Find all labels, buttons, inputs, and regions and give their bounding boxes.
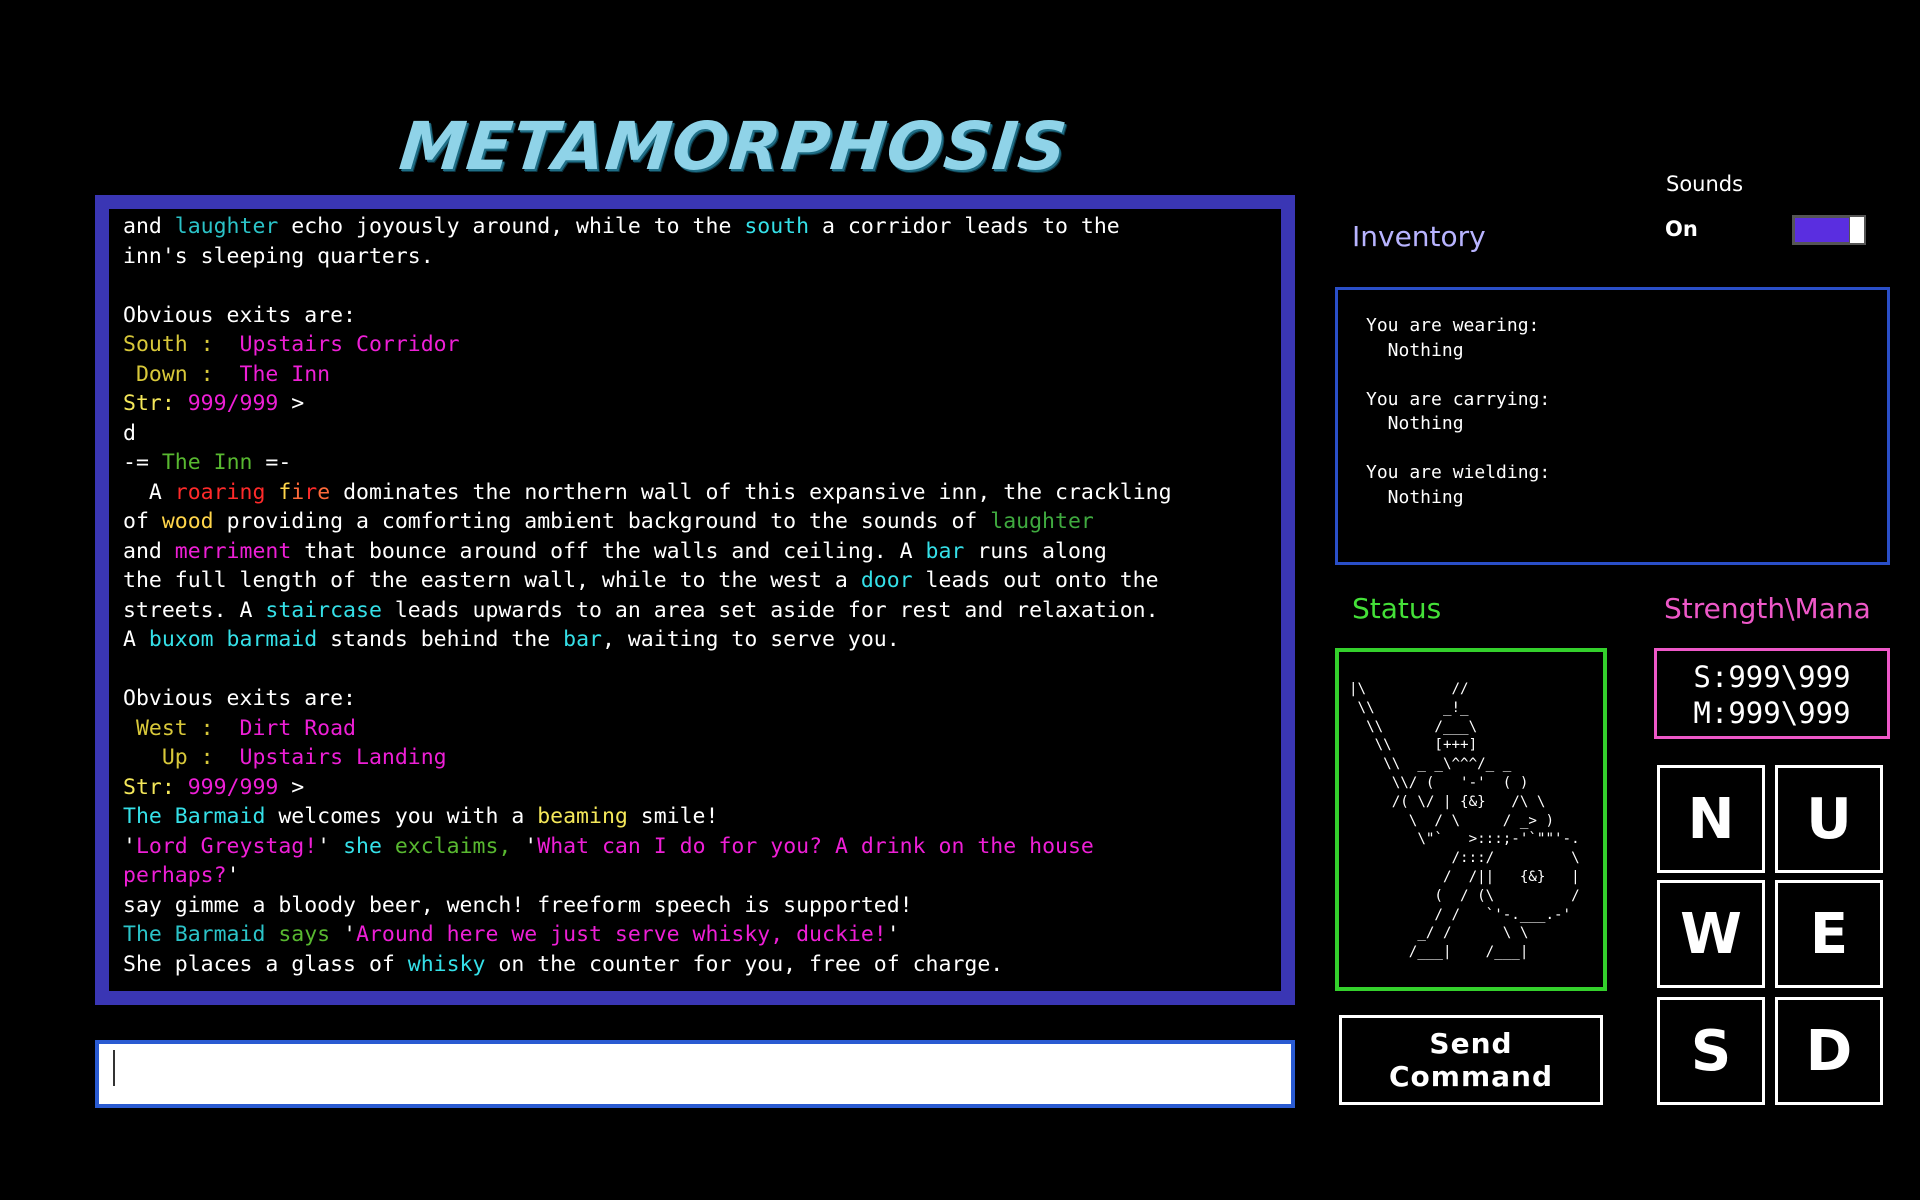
output-segment: d [123, 420, 136, 446]
output-segment: on the counter for you, free of charge. [485, 951, 1004, 977]
output-segment: A [123, 479, 175, 505]
strength-mana-title: Strength\Mana [1664, 592, 1871, 625]
output-segment: wood [161, 509, 214, 534]
status-title: Status [1352, 592, 1442, 625]
output-segment: buxom barmaid [148, 627, 318, 652]
output-line [123, 952, 1003, 977]
output-line [123, 450, 291, 475]
output-segment: says [265, 922, 331, 947]
sounds-label: Sounds [1666, 172, 1744, 196]
output-segment: She places a glass of [123, 951, 408, 977]
output-segment: staircase [265, 597, 382, 623]
output-segment: and [123, 214, 175, 239]
command-input[interactable] [95, 1040, 1295, 1108]
output-segment: , waiting to serve you. [601, 627, 900, 652]
output-segment: 999/999 [187, 391, 279, 416]
output-segment [265, 480, 278, 505]
output-segment: i [291, 479, 305, 505]
output-segment: f [278, 479, 292, 505]
output-segment: Around here we just serve whisky, duckie! [356, 922, 887, 947]
send-command-button[interactable]: Send Command [1339, 1015, 1603, 1105]
up-button[interactable]: U [1775, 765, 1883, 873]
north-button[interactable]: N [1657, 765, 1765, 873]
mana-value: M:999\999 [1693, 696, 1851, 730]
output-line [123, 244, 434, 269]
text-caret [113, 1050, 115, 1086]
output-segment: ' [226, 863, 240, 888]
output-segment: merriment [174, 538, 292, 564]
output-segment: Up : [123, 745, 240, 770]
output-segment: Str: [123, 774, 188, 800]
output-segment: and [123, 538, 175, 564]
app-title: METAMORPHOSIS [396, 108, 1071, 185]
output-segment: Obvious exits are: [123, 302, 356, 328]
output-segment: The Barmaid [123, 922, 266, 947]
output-segment: Upstairs Landing [239, 745, 447, 770]
strength-mana-panel [1654, 648, 1890, 739]
output-segment: whisky [407, 951, 486, 977]
output-segment: echo joyously around, while to the [278, 214, 745, 239]
output-segment: bar [925, 538, 965, 564]
output-segment: perhaps? [123, 863, 227, 888]
output-line [123, 804, 718, 829]
output-segment: Lord Greystag! [135, 833, 318, 859]
output-segment: exclaims, [381, 833, 512, 859]
output-segment: bar [563, 627, 602, 652]
output-segment: leads upwards to an area set aside for rest and relaxation. [381, 597, 1159, 623]
output-segment: The Inn [161, 450, 253, 475]
output-segment: Dirt Road [239, 715, 356, 741]
output-segment: West : [123, 715, 240, 741]
game-output-viewport[interactable] [109, 209, 1281, 991]
output-segment: providing a comforting ambient background to the sounds of [213, 509, 991, 534]
status-panel [1335, 648, 1607, 991]
output-segment: The Inn [239, 361, 331, 387]
output-segment: beaming [537, 804, 628, 829]
output-line [123, 509, 1094, 534]
output-segment: Str: [123, 391, 188, 416]
output-line [123, 863, 240, 888]
output-line [123, 480, 1172, 505]
output-line [123, 303, 356, 328]
output-line [123, 745, 447, 770]
south-button[interactable]: S [1657, 997, 1765, 1105]
output-segment: r [304, 479, 318, 505]
output-segment: door [860, 568, 913, 593]
output-segment: smile! [627, 804, 719, 829]
inventory-title: Inventory [1352, 220, 1486, 253]
output-segment: that bounce around off the walls and ceiling. A [291, 538, 926, 564]
output-segment: 999/999 [187, 774, 279, 800]
output-segment: A [123, 627, 149, 652]
game-output-text [123, 212, 1172, 979]
output-segment: stands behind the [317, 627, 564, 652]
output-line [123, 332, 460, 357]
output-segment: inn's sleeping quarters. [123, 243, 434, 269]
output-segment: a corridor leads to the [809, 214, 1120, 239]
output-segment: Obvious exits are: [123, 686, 356, 711]
output-line [123, 627, 900, 652]
output-line [123, 391, 304, 416]
output-line [123, 893, 913, 918]
inventory-panel: You are wearing: Nothing You are carrying: Nothing You are wielding: Nothing [1335, 287, 1890, 565]
output-segment: ' [330, 922, 357, 947]
output-segment: the full length of the eastern wall, while to the west a [123, 568, 861, 593]
output-segment: ' [886, 922, 900, 947]
output-segment: Down : [123, 361, 240, 387]
west-button[interactable]: W [1657, 880, 1765, 988]
output-segment: ' [317, 833, 344, 859]
output-line [123, 214, 1120, 239]
output-segment: Upstairs Corridor [239, 332, 460, 357]
output-segment: she [343, 833, 382, 859]
output-segment: =- [252, 450, 292, 475]
output-segment: of [123, 509, 162, 534]
output-segment: welcomes you with a [265, 804, 538, 829]
output-line [123, 421, 136, 446]
output-segment: The Barmaid [123, 804, 266, 829]
output-line [123, 539, 1107, 564]
output-segment: > [278, 774, 305, 800]
down-button[interactable]: D [1775, 997, 1883, 1105]
output-line [123, 834, 1094, 859]
east-button[interactable]: E [1775, 880, 1883, 988]
game-output-frame [95, 195, 1295, 1005]
output-segment: > [278, 391, 305, 416]
output-line [123, 568, 1159, 593]
output-segment: ' [123, 833, 136, 859]
sounds-toggle[interactable] [1792, 215, 1866, 245]
output-segment: ' [511, 833, 538, 859]
sounds-state: On [1665, 217, 1698, 241]
output-segment: runs along [964, 538, 1107, 564]
output-segment: streets. A [123, 597, 266, 623]
output-line [123, 716, 356, 741]
character-ascii-art: |\ // \\ _!_ \\ /___\ \\ [+++] \\ _ _\^^^/_ _ \\/ ( '-' ( ) /( \/ | {&} /\ \ \ / \ / _> ) \"` >:::;-'`""'-. /:::/ \ / /|| {&} | ( / (\ / / / `'-.___.-' _/ / \ \ /___| /___| [1349, 681, 1580, 961]
output-line [123, 686, 356, 711]
output-line [123, 922, 900, 947]
output-line [123, 362, 330, 387]
output-segment: south [744, 214, 810, 239]
output-line [123, 598, 1159, 623]
output-segment: -= [123, 450, 162, 475]
sounds-toggle-knob[interactable] [1850, 217, 1864, 243]
output-segment: dominates the northern wall of this expansive inn, the crackling [330, 479, 1172, 505]
output-segment: e [317, 479, 331, 505]
output-segment: roaring [174, 479, 266, 505]
output-segment: laughter [990, 509, 1094, 534]
output-segment: laughter [174, 214, 279, 239]
strength-value: S:999\999 [1693, 660, 1851, 694]
output-line [123, 775, 304, 800]
output-segment: leads out onto the [912, 568, 1159, 593]
sounds-toggle-track [1795, 218, 1849, 242]
output-segment: South : [123, 332, 240, 357]
output-segment: say gimme a bloody beer, wench! freeform speech is supported! [123, 892, 913, 918]
output-segment: What can I do for you? A drink on the house [537, 833, 1094, 859]
